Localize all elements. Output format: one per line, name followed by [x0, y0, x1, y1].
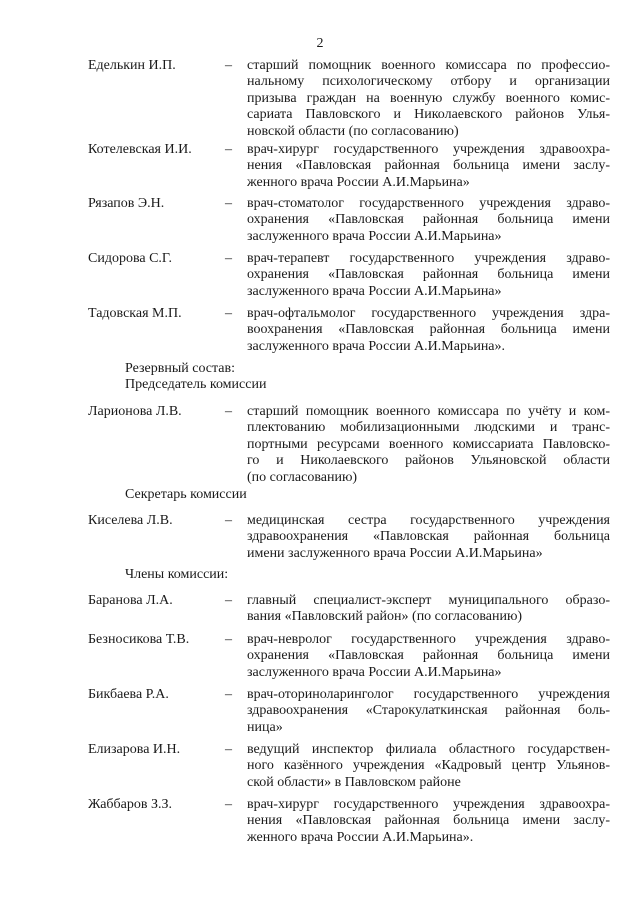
member-name: Жаббаров З.З. [88, 797, 173, 812]
member-role: старший помощник военного комиссара по профессио- нальному психологическому отбору и организации призыва граждан на военную службу военного комис- сариата Павловского и Николаевского районов Улья- новской области (по согласованию) [247, 58, 610, 139]
dash: – [225, 797, 232, 812]
member-role: врач-офтальмолог государственного учреждения здра- воохранения «Павловская районная больница имени заслуженного врача России А.И.Марьина». [247, 306, 610, 354]
dash: – [225, 404, 232, 419]
member-name: Рязапов Э.Н. [88, 196, 165, 211]
page-number: 2 [316, 36, 324, 51]
member-name: Сидорова С.Г. [88, 251, 172, 266]
members-heading: Члены комиссии: [125, 567, 229, 582]
member-role: врач-хирург государственного учреждения здравоохра- нения «Павловская районная больница имени заслу- женного врача России А.И.Марьина» [247, 142, 610, 190]
dash: – [225, 142, 232, 157]
dash: – [225, 513, 232, 528]
reserve-heading: Резервный состав: [125, 361, 236, 376]
member-role: ведущий инспектор филиала областного государствен- ного казённого учреждения «Кадровый центр Ульянов- ской области» в Павловском районе [247, 742, 610, 790]
member-name: Тадовская М.П. [88, 306, 182, 321]
member-role: главный специалист-эксперт муниципального образо- вания «Павловский район» (по согласованию) [247, 593, 610, 625]
member-name: Бикбаева Р.А. [88, 687, 169, 702]
member-role: врач-хирург государственного учреждения здравоохра- нения «Павловская районная больница имени заслу- женного врача России А.И.Марьина». [247, 797, 610, 845]
member-role: старший помощник военного комиссара по учёту и ком- плектованию мобилизационными людскими и транс- портными ресурсами военного комиссариата Павловско- го и Николаевского районов Ульяновской области (по согласованию) [247, 404, 610, 485]
member-name: Киселева Л.В. [88, 513, 173, 528]
dash: – [225, 687, 232, 702]
member-name: Котелевская И.И. [88, 142, 192, 157]
dash: – [225, 306, 232, 321]
member-name: Безносикова Т.В. [88, 632, 190, 647]
dash: – [225, 251, 232, 266]
member-role: врач-оториноларинголог государственного учреждения здравоохранения «Старокулаткинская районная боль- ница» [247, 687, 610, 735]
dash: – [225, 632, 232, 647]
member-name: Елизарова И.Н. [88, 742, 181, 757]
member-name: Еделькин И.П. [88, 58, 176, 73]
dash: – [225, 593, 232, 608]
member-role: врач-невролог государственного учреждения здраво- охранения «Павловская районная больница имени заслуженного врача России А.И.Марьина» [247, 632, 610, 680]
secretary-heading: Секретарь комиссии [125, 487, 247, 502]
member-name: Баранова Л.А. [88, 593, 173, 608]
chair-heading: Председатель комиссии [125, 377, 267, 392]
member-role: врач-терапевт государственного учреждения здраво- охранения «Павловская районная больница имени заслуженного врача России А.И.Марьина» [247, 251, 610, 299]
dash: – [225, 196, 232, 211]
dash: – [225, 58, 232, 73]
member-name: Ларионова Л.В. [88, 404, 182, 419]
dash: – [225, 742, 232, 757]
member-role: медицинская сестра государственного учреждения здравоохранения «Павловская районная больница имени заслуженного врача России А.И.Марьина» [247, 513, 610, 561]
member-role: врач-стоматолог государственного учреждения здраво- охранения «Павловская районная больница имени заслуженного врача России А.И.Марьина» [247, 196, 610, 244]
